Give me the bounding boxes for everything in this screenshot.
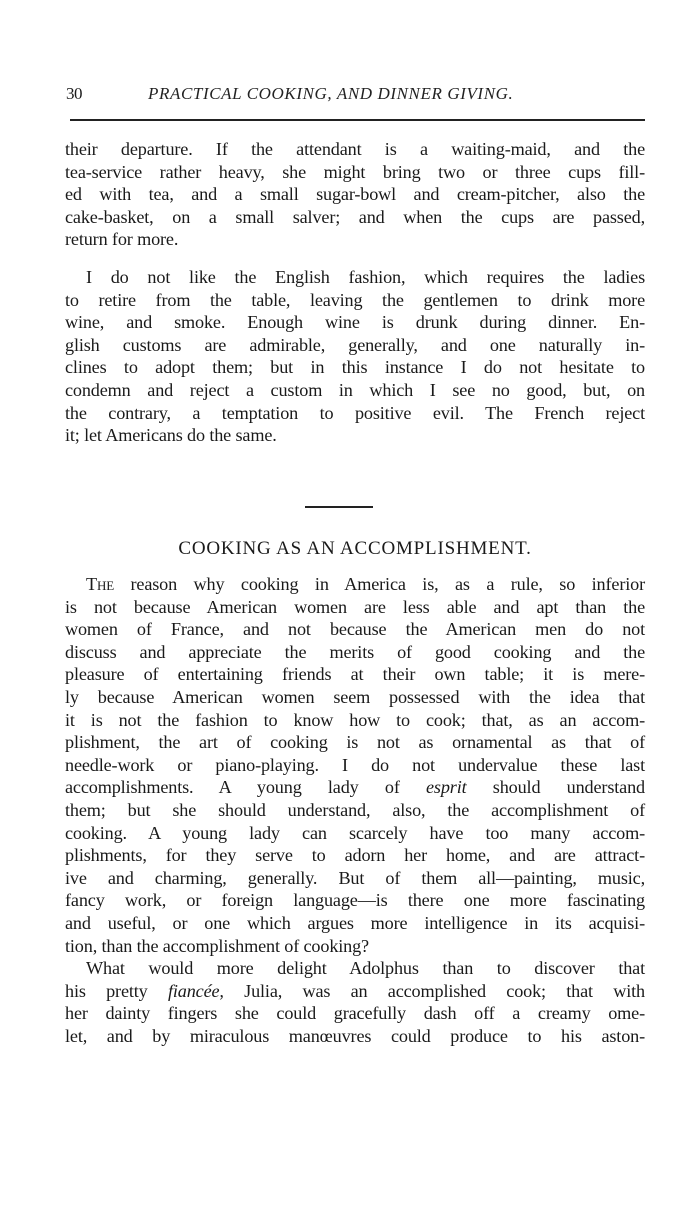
italic-word: esprit	[426, 777, 467, 798]
text-line: needle-work or piano-playing. I do not undervalue these last	[65, 754, 645, 775]
text-line: return for more.	[65, 229, 179, 250]
text-line: it; let Americans do the same.	[65, 425, 277, 446]
text-line: and useful, or one which argues more intelligence in its acquisi-	[65, 912, 645, 933]
text-line: ed with tea, and a small sugar-bowl and cream-pitcher, also the	[65, 184, 645, 205]
text-line: ive and charming, generally. But of them all—painting, music,	[65, 867, 645, 888]
italic-word: fiancée,	[167, 980, 224, 1001]
paragraph-english-fashion	[65, 266, 645, 447]
text-fragment: accomplishments. A young lady of	[65, 777, 400, 798]
text-line: women of France, and not because the American men do not	[65, 619, 645, 640]
text-line: them; but she should understand, also, the accomplishment of	[65, 799, 645, 820]
section-divider	[305, 506, 373, 508]
text-fragment: his pretty	[65, 980, 148, 1001]
text-line: ly because American women seem possessed with the idea that	[65, 686, 645, 707]
text-line: condemn and reject a custom in which I see no good, but, on	[65, 379, 645, 400]
text-line: to retire from the table, leaving the gentlemen to drink more	[65, 289, 645, 310]
text-fragment: Julia, was an accomplished cook; that with	[244, 980, 646, 1001]
page-number: 30	[66, 84, 82, 103]
text-line: pleasure of entertaining friends at their own table; it is mere-	[65, 664, 645, 685]
paragraph-continuation	[65, 138, 645, 251]
text-line: is not because American women are less able and apt than the	[65, 596, 645, 617]
text-line: wine, and smoke. Enough wine is drunk during dinner. En-	[65, 312, 645, 333]
text-line: tion, than the accomplishment of cooking?	[65, 935, 369, 956]
text-line: glish customs are admirable, generally, and one naturally in-	[65, 334, 645, 355]
text-fragment: should understand	[492, 777, 645, 798]
text-line: their departure. If the attendant is a waiting-maid, and the	[65, 139, 645, 159]
text-line: plishments, for they serve to adorn her home, and are attract-	[65, 845, 645, 866]
text-line: cooking. A young lady can scarcely have too many accom-	[65, 822, 645, 843]
text-line: I do not like the English fashion, which requires the ladies	[86, 267, 645, 287]
section-heading: COOKING AS AN ACCOMPLISHMENT.	[178, 538, 532, 559]
text-line: tea-service rather heavy, she might bring two or three cups fill-	[65, 161, 645, 182]
text-line: her dainty fingers she could gracefully dash off a creamy ome-	[65, 1003, 645, 1024]
text-fragment: reason why cooking in America is, as a rule, so inferior	[130, 574, 645, 594]
section-body	[65, 573, 645, 1047]
text-line: What would more delight Adolphus than to discover that	[86, 958, 645, 979]
text-line: discuss and appreciate the merits of good cooking and the	[65, 641, 645, 662]
text-line: clines to adopt them; but in this instance I do not hesitate to	[65, 357, 645, 378]
text-line	[65, 776, 645, 799]
text-line: the contrary, a temptation to positive evil. The French reject	[65, 402, 645, 423]
text-line	[65, 980, 645, 1003]
text-line	[65, 573, 645, 596]
running-title: PRACTICAL COOKING, AND DINNER GIVING.	[148, 84, 514, 103]
text-line: fancy work, or foreign language—is there one more fascinating	[65, 890, 645, 911]
text-line: cake-basket, on a small salver; and when the cups are passed,	[65, 206, 645, 227]
header-rule	[70, 119, 645, 121]
text-line: it is not the fashion to know how to cook; that, as an accom-	[65, 709, 645, 730]
text-line: plishment, the art of cooking is not as ornamental as that of	[65, 732, 645, 753]
text-line: let, and by miraculous manœuvres could produce to his aston-	[65, 1025, 645, 1046]
running-header	[58, 84, 648, 108]
opening-small-caps: The	[86, 574, 114, 594]
